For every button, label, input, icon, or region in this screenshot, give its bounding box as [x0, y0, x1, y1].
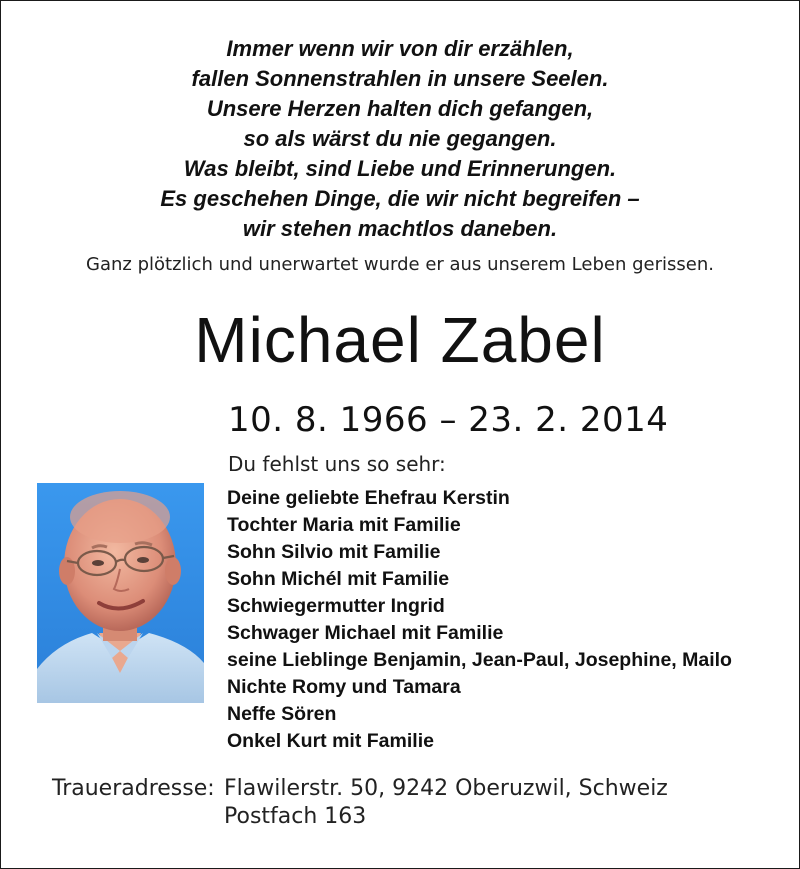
- poem-line: Unsere Herzen halten dich gefangen,: [206, 96, 594, 121]
- address-label: Traueradresse:: [52, 776, 215, 801]
- list-item: seine Lieblinge Benjamin, Jean-Paul, Josephine, Mailo: [227, 649, 732, 671]
- list-item: Schwager Michael mit Familie: [227, 622, 504, 644]
- poem-line: Immer wenn wir von dir erzählen,: [226, 36, 574, 61]
- list-item: Nichte Romy und Tamara: [227, 676, 461, 698]
- list-item: Neffe Sören: [227, 703, 337, 725]
- poem-line: fallen Sonnenstrahlen in unsere Seelen.: [191, 66, 609, 91]
- portrait-illustration: [37, 483, 204, 703]
- deceased-name: Michael Zabel: [194, 304, 606, 376]
- portrait-photo: [37, 483, 204, 703]
- poem: [0, 34, 800, 244]
- list-item: Onkel Kurt mit Familie: [227, 730, 434, 752]
- address-line-1: Flawilerstr. 50, 9242 Oberuzwil, Schweiz: [224, 776, 668, 801]
- miss-line: Du fehlst uns so sehr:: [228, 452, 446, 476]
- intro-text: Ganz plötzlich und unerwartet wurde er aus unserem Leben gerissen.: [86, 254, 714, 275]
- poem-line: Was bleibt, sind Liebe und Erinnerungen.: [183, 156, 617, 181]
- list-item: Schwiegermutter Ingrid: [227, 595, 445, 617]
- address-line-2: Postfach 163: [224, 804, 367, 829]
- list-item: Tochter Maria mit Familie: [227, 514, 461, 536]
- mourners-list: [227, 485, 732, 755]
- poem-line: wir stehen machtlos daneben.: [242, 216, 558, 241]
- list-item: Sohn Michél mit Familie: [227, 568, 450, 590]
- list-item: Deine geliebte Ehefrau Kerstin: [227, 487, 510, 509]
- poem-line: Es geschehen Dinge, die wir nicht begreifen –: [160, 186, 640, 211]
- life-dates: 10. 8. 1966 – 23. 2. 2014: [228, 400, 669, 440]
- poem-line: so als wärst du nie gegangen.: [243, 126, 557, 151]
- list-item: Sohn Silvio mit Familie: [227, 541, 441, 563]
